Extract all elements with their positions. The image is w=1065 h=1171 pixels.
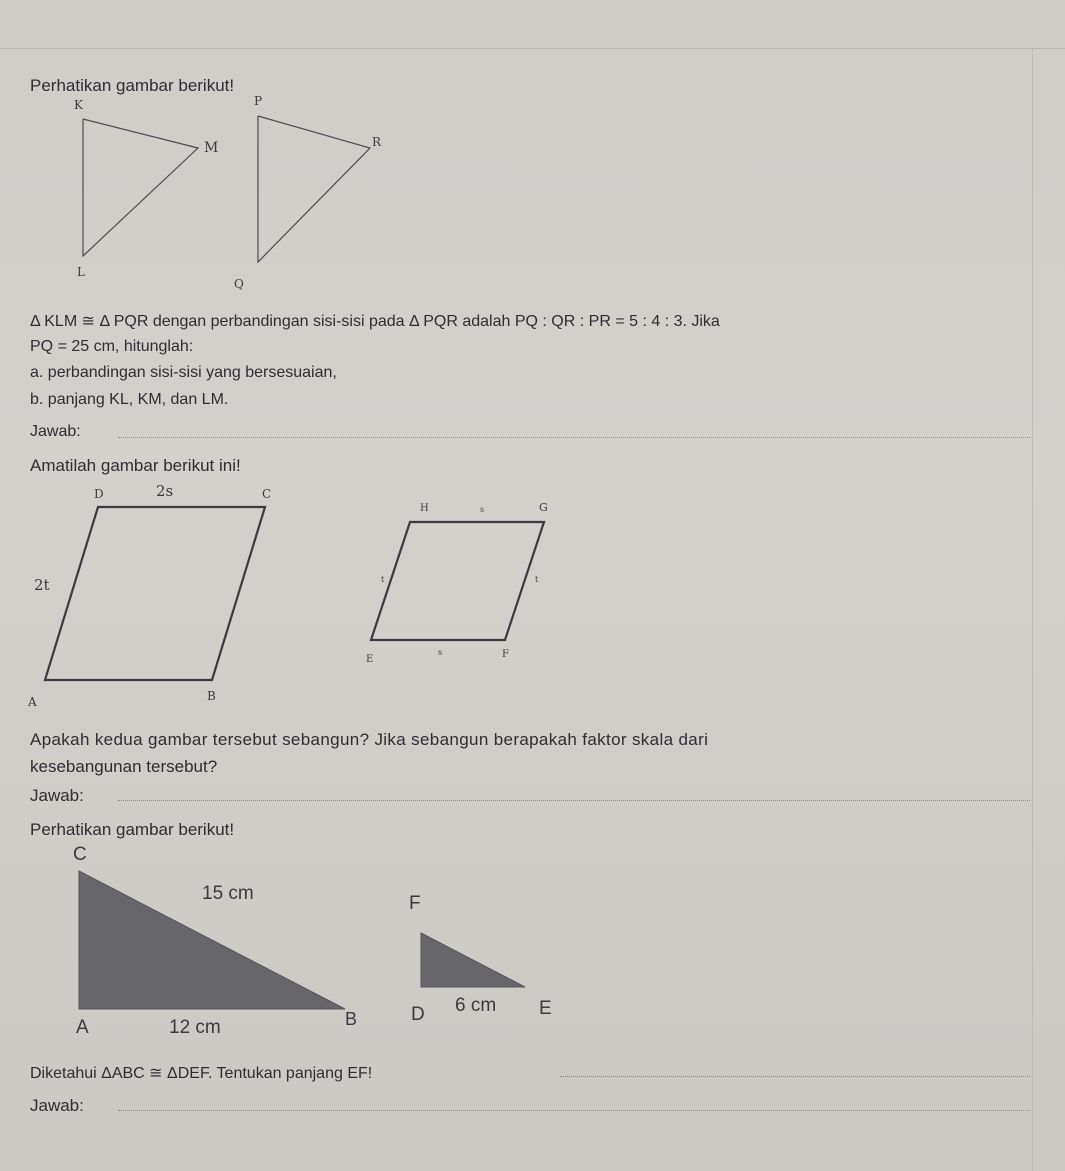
vertex-a3-label: A — [76, 1017, 89, 1038]
side-hg-label: s — [480, 505, 485, 514]
side-ab-label: 12 cm — [169, 1017, 221, 1038]
q2-question-line2: kesebangunan tersebut? — [30, 757, 218, 776]
q2-intro: Amatilah gambar berikut ini! — [30, 456, 241, 475]
vertex-e-label: E — [366, 654, 374, 665]
vertex-d-label: D — [94, 487, 104, 501]
side-da-label: 2t — [34, 576, 50, 594]
side-bc-label: 15 cm — [202, 883, 254, 904]
triangle-def — [421, 933, 525, 987]
vertex-r-label: R — [372, 135, 382, 149]
vertex-e3-label: E — [539, 998, 552, 1019]
q3-question: Diketahui ΔABC ≅ ΔDEF. Tentukan panjang EF! — [30, 1065, 373, 1082]
q3-intro: Perhatikan gambar berikut! — [30, 820, 235, 839]
vertex-b3-label: B — [345, 1009, 358, 1029]
vertex-b-label: B — [207, 689, 216, 703]
q2-answer-label: Jawab: — [30, 786, 84, 805]
vertex-l-label: L — [77, 265, 85, 279]
vertex-h-label: H — [420, 503, 429, 514]
q1-statement-line1: Δ KLM ≅ Δ PQR dengan perbandingan sisi-sisi pada Δ PQR adalah PQ : QR : PR = 5 : 4 : 3. Jika — [30, 313, 720, 330]
vertex-k-label: K — [74, 98, 83, 112]
side-fg-label: t — [535, 575, 539, 584]
vertex-c3-label: C — [73, 844, 87, 865]
side-ef-label: s — [438, 648, 443, 657]
vertex-c-label: C — [262, 487, 272, 501]
vertex-q-label: Q — [234, 277, 244, 291]
vertex-a-label: A — [28, 695, 37, 709]
q1-answer-label: Jawab: — [30, 423, 81, 440]
q2-question-line1: Apakah kedua gambar tersebut sebangun? Jika sebangun berapakah faktor skala dari — [30, 730, 709, 749]
side-eh-label: t — [381, 575, 385, 584]
vertex-m-label: M — [204, 140, 219, 156]
q3-answer-label: Jawab: — [30, 1096, 84, 1115]
vertex-p-label: P — [254, 94, 263, 108]
side-de-label: 6 cm — [455, 995, 497, 1016]
vertex-f3-label: F — [409, 893, 421, 914]
q1-item-a: a. perbandingan sisi-sisi yang bersesuaian, — [30, 364, 337, 381]
q3-answer-line — [118, 1110, 1030, 1111]
side-dc-label: 2s — [156, 482, 174, 500]
vertex-f-label: F — [502, 649, 509, 660]
q1-intro: Perhatikan gambar berikut! — [30, 76, 235, 95]
q1-item-b: b. panjang KL, KM, dan LM. — [30, 391, 229, 408]
vertex-d3-label: D — [411, 1004, 425, 1025]
q1-statement-line2: PQ = 25 cm, hitunglah: — [30, 338, 194, 355]
vertex-g-label: G — [539, 501, 548, 514]
q3-question-line — [560, 1076, 1030, 1077]
